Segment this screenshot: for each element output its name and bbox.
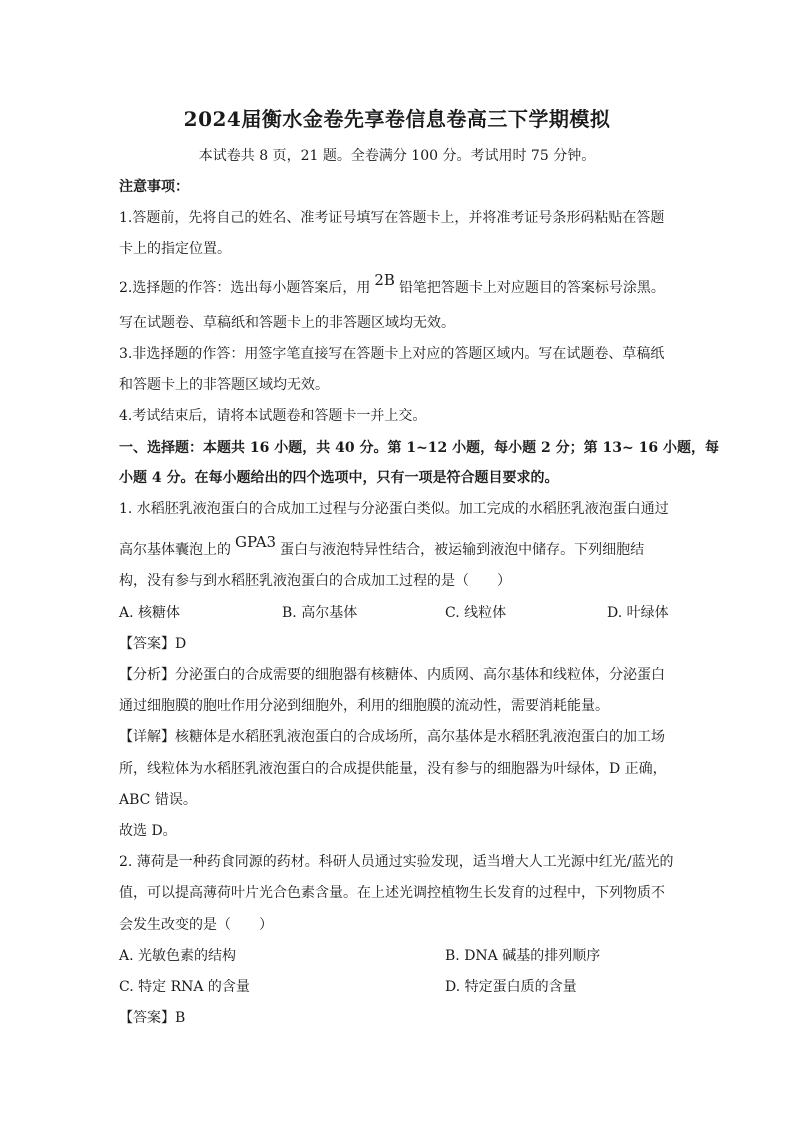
q1-analysis bbox=[119, 666, 665, 684]
notice-heading: 注意事项： bbox=[119, 179, 189, 195]
q1-detail-cont: 所，线粒体为水稻胚乳液泡蛋白的合成提供能量，没有参与的细胞器为叶绿体，D 正确， bbox=[119, 761, 667, 777]
q1-detail bbox=[119, 728, 665, 746]
detail-tag: 【详解】 bbox=[119, 729, 175, 745]
q1-answer: 【答案】D bbox=[119, 636, 187, 652]
q1-stem-post: 蛋白与液泡特异性结合，被运输到液泡中储存。下列细胞结 bbox=[280, 542, 645, 558]
q1-option-b: B. 高尔基体 bbox=[282, 605, 358, 621]
q2-option-b: B. DNA 碱基的排列顺序 bbox=[445, 948, 601, 964]
q1-stem-line3: 构，没有参与到水稻胚乳液泡蛋白的合成加工过程的是（ ） bbox=[119, 573, 511, 589]
analysis-tag: 【分析】 bbox=[119, 667, 175, 683]
notice-item-1: 1.答题前，先将自己的姓名、准考证号填写在答题卡上，并将准考证号条形码粘贴在答题 bbox=[119, 210, 665, 226]
notice-item-1-cont: 卡上的指定位置。 bbox=[119, 241, 231, 257]
q2-option-c: C. 特定 RNA 的含量 bbox=[119, 979, 250, 995]
q1-option-c: C. 线粒体 bbox=[445, 605, 507, 621]
q2-stem-line1: 2. 薄荷是一种药食同源的药材。科研人员通过实验发现，适当增大人工光源中红光/蓝光的 bbox=[119, 854, 674, 870]
protein-name: GPA3 bbox=[235, 533, 277, 551]
q1-option-d: D. 叶绿体 bbox=[607, 605, 669, 621]
q1-detail-cont2: ABC 错误。 bbox=[119, 792, 197, 808]
section-heading: 一、选择题：本题共 16 小题，共 40 分。第 1~12 小题，每小题 2 分；第 13~ 16 小题，每 bbox=[119, 440, 719, 456]
q1-stem-pre: 高尔基体囊泡上的 bbox=[119, 542, 231, 558]
page-title: 2024届衡水金卷先享卷信息卷高三下学期模拟 bbox=[183, 107, 611, 131]
q2-stem-line2: 值，可以提高薄荷叶片光合色素含量。在上述光调控植物生长发育的过程中，下列物质不 bbox=[119, 885, 665, 901]
q1-conclusion: 故选 D。 bbox=[119, 823, 177, 839]
analysis-text: 分泌蛋白的合成需要的细胞器有核糖体、内质网、高尔基体和线粒体，分泌蛋白 bbox=[175, 667, 665, 683]
section-heading-cont: 小题 4 分。在每小题给出的四个选项中，只有一项是符合题目要求的。 bbox=[119, 470, 559, 486]
pencil-grade: 2B bbox=[374, 271, 395, 289]
notice-item-2-pre: 2.选择题的作答：选出每小题答案后，用 bbox=[119, 280, 371, 296]
q2-stem-line3: 会发生改变的是（ ） bbox=[119, 917, 273, 933]
notice-item-4: 4.考试结束后，请将本试题卷和答题卡一并上交。 bbox=[119, 408, 427, 424]
q2-option-a: A. 光敏色素的结构 bbox=[119, 948, 237, 964]
notice-item-3-cont: 和答题卡上的非答题区域均无效。 bbox=[119, 377, 329, 393]
q1-analysis-cont: 通过细胞膜的胞吐作用分泌到细胞外，利用的细胞膜的流动性，需要消耗能量。 bbox=[119, 698, 609, 714]
q2-answer: 【答案】B bbox=[119, 1010, 186, 1026]
detail-text: 核糖体是水稻胚乳液泡蛋白的合成场所，高尔基体是水稻胚乳液泡蛋白的加工场 bbox=[175, 729, 665, 745]
notice-item-2-post: 铅笔把答题卡上对应题目的答案标号涂黑。 bbox=[398, 280, 665, 296]
q2-option-d: D. 特定蛋白质的含量 bbox=[445, 979, 577, 995]
q1-stem-line1: 1. 水稻胚乳液泡蛋白的合成加工过程与分泌蛋白类似。加工完成的水稻胚乳液泡蛋白通过 bbox=[119, 501, 669, 517]
q1-option-a: A. 核糖体 bbox=[119, 605, 181, 621]
notice-item-3: 3.非选择题的作答：用签字笔直接写在答题卡上对应的答题区域内。写在试题卷、草稿纸 bbox=[119, 346, 665, 362]
q1-stem-line2 bbox=[119, 533, 645, 559]
notice-item-2 bbox=[119, 271, 665, 297]
notice-item-2-cont: 写在试题卷、草稿纸和答题卡上的非答题区域均无效。 bbox=[119, 315, 455, 331]
exam-info: 本试卷共 8 页，21 题。全卷满分 100 分。考试用时 75 分钟。 bbox=[198, 148, 596, 164]
